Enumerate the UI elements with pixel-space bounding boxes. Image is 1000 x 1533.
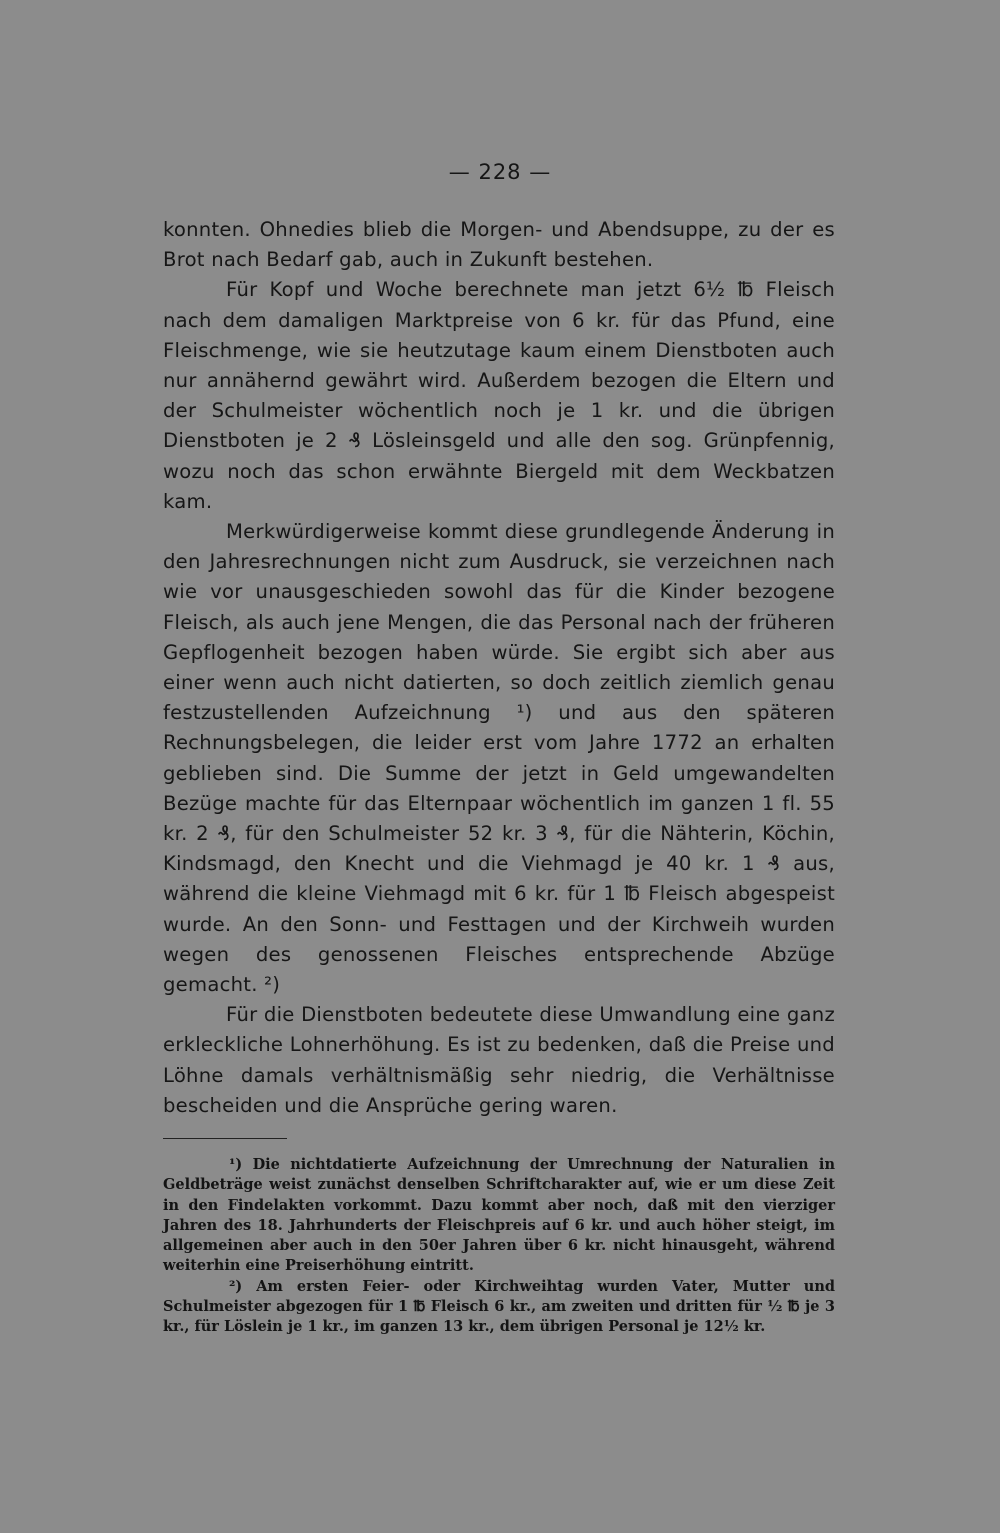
page-number: — 228 —	[448, 160, 552, 184]
main-text	[163, 215, 835, 1121]
paragraph-1: konnten. Ohnedies blieb die Morgen- und Abendsuppe, zu der es Brot nach Bedarf gab, auch in Zukunft bestehen.	[163, 218, 835, 272]
paragraph-4: Für die Dienstboten bedeutete diese Umwandlung eine ganz erkleckliche Lohnerhöhung. Es ist zu bedenken, daß die Preise und Löhne damals verhältnismäßig sehr niedrig, die Verhältnisse bescheiden und die Ansprüche gering waren.	[163, 1003, 835, 1117]
footnote-1: ¹) Die nichtdatierte Aufzeichnung der Umrechnung der Naturalien in Geldbeträge weist zunächst denselben Schriftcharakter auf, wie er um diese Zeit in den Findelakten vorkommt. Dazu kommt aber noch, daß mit den vierziger Jahren des 18. Jahrhunderts der Fleischpreis auf 6 kr. und auch höher steigt, im allgemeinen aber auch in den 50er Jahren über 6 kr. nicht hinausgeht, während weiterhin eine Preiserhöhung eintritt.	[163, 1156, 835, 1275]
footnote-2: ²) Am ersten Feier- oder Kirchweihtag wurden Vater, Mutter und Schulmeister abgezogen für 1 ℔ Fleisch 6 kr., am zweiten und dritten für ½ ℔ je 3 kr., für Löslein je 1 kr., im ganzen 13 kr., dem übrigen Personal je 12½ kr.	[163, 1277, 835, 1336]
footnotes	[163, 1155, 835, 1338]
footnote-divider	[163, 1138, 287, 1139]
paragraph-2: Für Kopf und Woche berechnete man jetzt 6½ ℔ Fleisch nach dem damaligen Marktpreise von 6 kr. für das Pfund, eine Fleischmenge, wie sie heutzutage kaum einem Dienstboten auch nur annähernd gewährt wird. Außerdem bezogen die Eltern und der Schulmeister wöchentlich noch je 1 kr. und die übrigen Dienstboten je 2 ₰ Lösleinsgeld und alle den sog. Grünpfennig, wozu noch das schon erwähnte Biergeld mit dem Weckbatzen kam.	[163, 278, 835, 513]
paragraph-3: Merkwürdigerweise kommt diese grundlegende Änderung in den Jahresrechnungen nicht zum Ausdruck, sie verzeichnen nach wie vor unausgeschieden sowohl das für die Kinder bezogene Fleisch, als auch jene Mengen, die das Personal nach der früheren Gepflogenheit bezogen haben würde. Sie ergibt sich aber aus einer wenn auch nicht datierten, so doch zeitlich ziemlich genau festzustellenden Aufzeichnung ¹) und aus den späteren Rechnungsbelegen, die leider erst vom Jahre 1772 an erhalten geblieben sind. Die Summe der jetzt in Geld umgewandelten Bezüge machte für das Elternpaar wöchentlich im ganzen 1 fl. 55 kr. 2 ₰, für den Schulmeister 52 kr. 3 ₰, für die Nähterin, Köchin, Kindsmagd, den Knecht und die Viehmagd je 40 kr. 1 ₰ aus, während die kleine Viehmagd mit 6 kr. für 1 ℔ Fleisch abgespeist wurde. An den Sonn- und Festtagen und der Kirchweih wurden wegen des genossenen Fleisches entsprechende Abzüge gemacht. ²)	[163, 520, 835, 997]
